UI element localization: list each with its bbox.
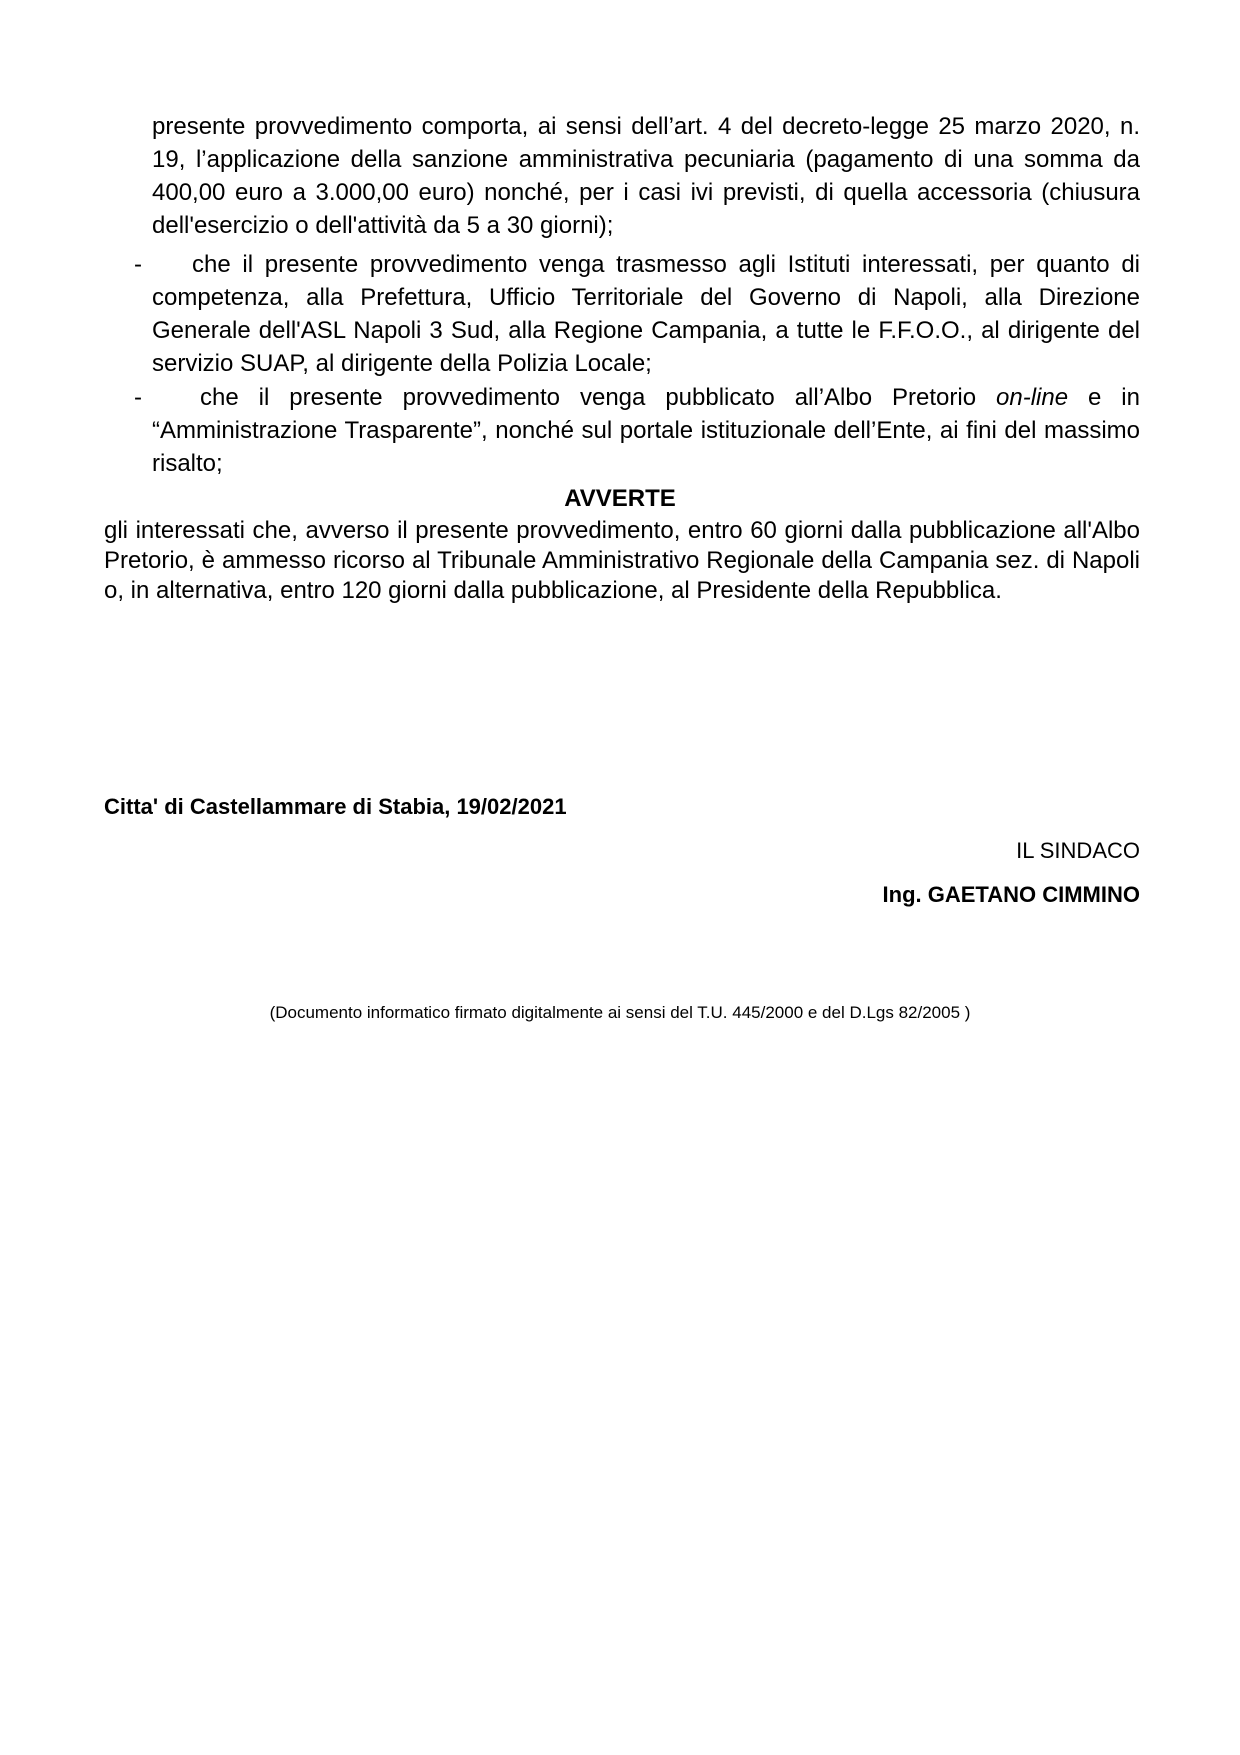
bullet-marker: - — [134, 384, 142, 411]
bullet-marker: - — [134, 251, 142, 278]
avverte-paragraph: gli interessati che, avverso il presente provvedimento, entro 60 giorni dalla pubblicazione all'Albo Pretorio, è ammesso ricorso al Tribunale Amministrativo Regionale della Campania sez. di Napoli o, in alternativa, entro 120 giorni dalla pubblicazione, al Presidente della Repubblica. — [104, 517, 1140, 604]
section-heading: AVVERTE — [564, 485, 676, 512]
digital-signature-note: (Documento informatico firmato digitalmente ai sensi del T.U. 445/2000 e del D.Lgs 82/2005 ) — [269, 1003, 971, 1022]
continuation-paragraph: presente provvedimento comporta, ai sensi dell’art. 4 del decreto-legge 25 marzo 2020, n. 19, l’applicazione della sanzione amministrativa pecuniaria (pagamento di una somma da 400,00 euro a 3.000,00 euro) nonché, per i casi ivi previsti, di quella accessoria (chiusura dell'esercizio o dell'attività da 5 a 30 giorni); — [152, 113, 1140, 239]
bullet-text-start: che il presente provvedimento venga pubblicato all’Albo Pretorio — [200, 384, 997, 411]
bullet-text: che il presente provvedimento venga trasmesso agli Istituti interessati, per quanto di competenza, alla Prefettura, Ufficio Territoriale del Governo di Napoli, alla Direzione Generale dell'ASL Napoli 3 Sud, alla Regione Campania, a tutte le F.F.O.O., al dirigente del servizio SUAP, al dirigente della Polizia Locale; — [152, 251, 1140, 377]
place-and-date: Citta' di Castellammare di Stabia, 19/02/2021 — [104, 794, 567, 819]
signer-role: IL SINDACO — [1016, 838, 1140, 863]
bullet-text-end: e in “Amministrazione Trasparente”, nonché sul portale istituzionale dell’Ente, ai fini del massimo risalto; — [152, 384, 1140, 477]
bullet-text — [152, 381, 1140, 480]
signer-name: Ing. GAETANO CIMMINO — [882, 882, 1140, 907]
bullet-text-italic: on-line — [996, 384, 1069, 411]
